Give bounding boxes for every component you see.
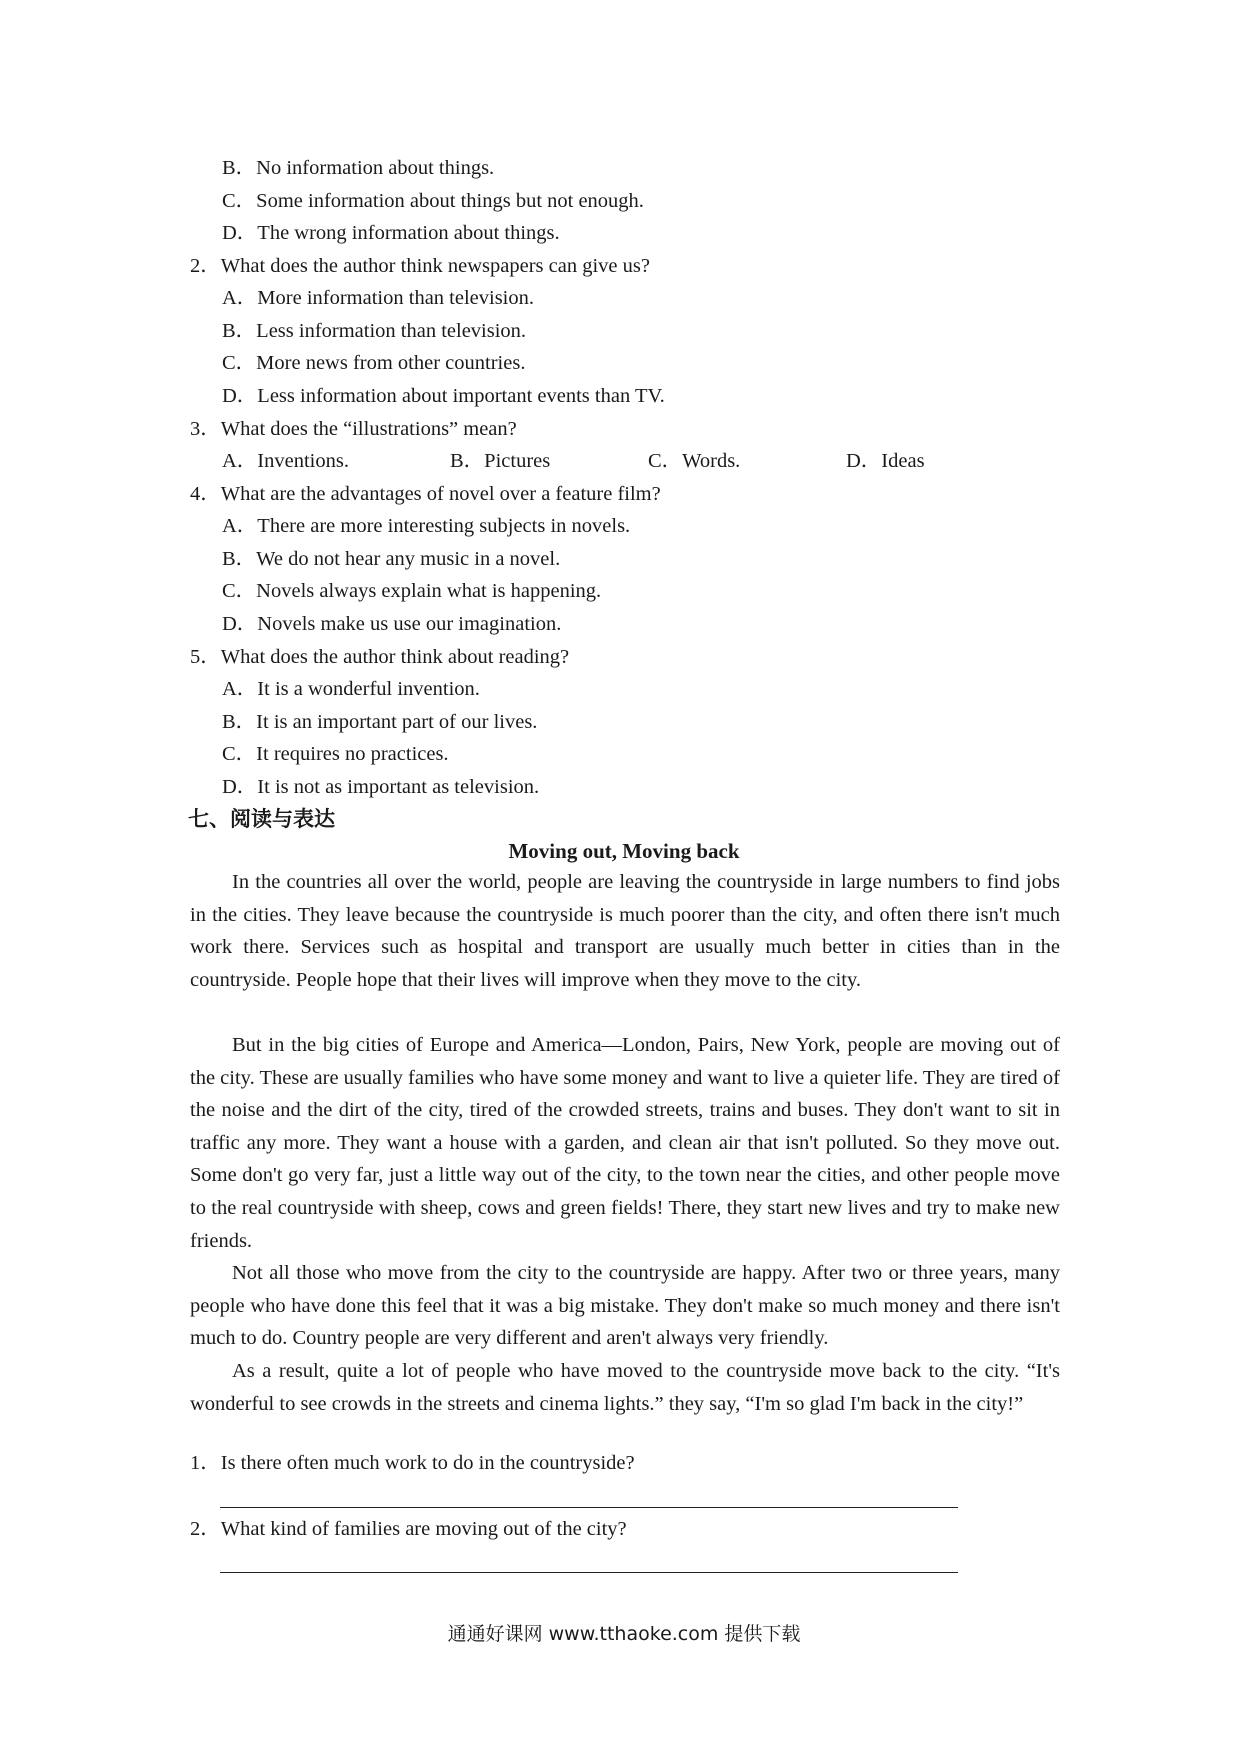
option-b: B．Pictures [450, 450, 551, 472]
passage-paragraph: Not all those who move from the city to the countryside are happy. After two or three years, many people who have done this feel that it was a big mistake. They don't make so much money and there isn't much to do. Country people are very different and aren't always very friendly. [190, 1262, 1060, 1350]
option-c: C．Some information about things but not enough. [222, 190, 644, 212]
option-c: C．It requires no practices. [222, 743, 449, 765]
option-a: A．Inventions. [222, 450, 349, 472]
question-stem: 2．What does the author think newspapers can give us? [190, 255, 650, 277]
passage-paragraph: In the countries all over the world, people are leaving the countryside in large numbers to find jobs in the cities. They leave because the countryside is much poorer than the city, and often there isn't much work there. Services such as hospital and transport are usually much better in cities than in the countryside. People hope that their lives will improve when they move to the city. [190, 871, 1060, 991]
option-row [0, 448, 1240, 474]
question-stem: 3．What does the “illustrations” mean? [190, 418, 517, 440]
option-b: B．No information about things. [222, 157, 495, 179]
option-d: D．It is not as important as television. [222, 776, 540, 798]
option-b: B．We do not hear any music in a novel. [222, 548, 561, 570]
option-c: C．Novels always explain what is happening. [222, 580, 602, 602]
option-b: B．It is an important part of our lives. [222, 711, 538, 733]
option-c: C．More news from other countries. [222, 352, 526, 374]
option-b: B．Less information than television. [222, 320, 527, 342]
option-d: D．Novels make us use our imagination. [222, 613, 562, 635]
option-d: D．Ideas [846, 450, 925, 472]
option-a: A．It is a wonderful invention. [222, 678, 480, 700]
question-stem: 4．What are the advantages of novel over a feature film? [190, 483, 661, 505]
answer-line[interactable] [220, 1572, 958, 1573]
passage-title: Moving out, Moving back [508, 839, 740, 863]
answer-line[interactable] [220, 1507, 958, 1508]
question-stem: 1．Is there often much work to do in the countryside? [190, 1452, 635, 1474]
option-a: A．There are more interesting subjects in novels. [222, 515, 631, 537]
question-stem: 5．What does the author think about reading? [190, 646, 570, 668]
option-d: D．Less information about important events than TV. [222, 385, 665, 407]
question-stem: 2．What kind of families are moving out of the city? [190, 1518, 627, 1540]
footer-credit: 通通好课网 www.tthaoke.com 提供下载 [447, 1623, 801, 1645]
passage-paragraph: But in the big cities of Europe and America—London, Pairs, New York, people are moving out of the city. These are usually families who have some money and want to live a quieter life. They are tired of the noise and the dirt of the city, tired of the crowded streets, trains and buses. They don't want to sit in traffic any more. They want a house with a garden, and clean air that isn't polluted. So they move out. Some don't go very far, just a little way out of the city, to the town near the cities, and other people move to the real countryside with sheep, cows and green fields! There, they start new lives and try to make new friends. [190, 1034, 1061, 1252]
option-d: D．The wrong information about things. [222, 222, 560, 244]
section-heading: 七、阅读与表达 [188, 807, 335, 831]
option-c: C．Words. [648, 450, 741, 472]
option-a: A．More information than television. [222, 287, 534, 309]
passage-paragraph: As a result, quite a lot of people who have moved to the countryside move back to the city. “It's wonderful to see crowds in the streets and cinema lights.” they say, “I'm so glad I'm back in the city!” [190, 1360, 1060, 1415]
